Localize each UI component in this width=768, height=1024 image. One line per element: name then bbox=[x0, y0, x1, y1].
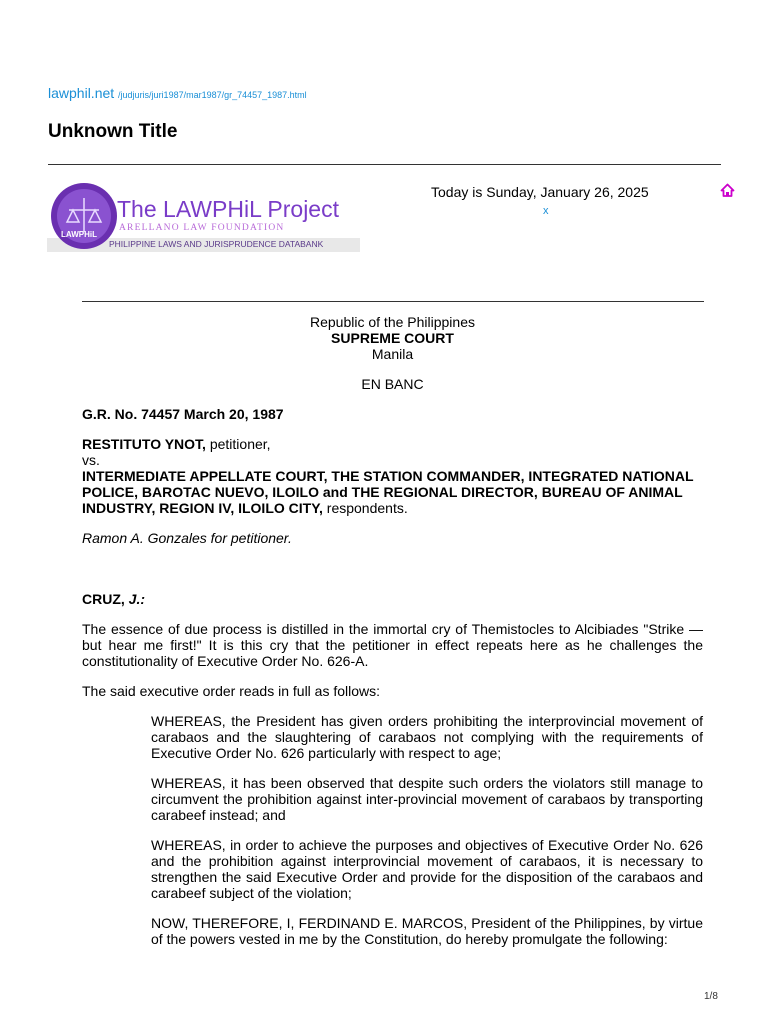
logo-tagline-text: PHILIPPINE LAWS AND JURISPRUDENCE DATABANK bbox=[109, 239, 324, 249]
court-city: Manila bbox=[371, 346, 414, 362]
petitioner-line bbox=[82, 436, 703, 452]
case-number: G.R. No. 74457 March 20, 1987 bbox=[82, 406, 284, 422]
lawphil-logo[interactable] bbox=[47, 180, 360, 253]
paragraph-2: The said executive order reads in full as follows: bbox=[82, 683, 381, 699]
quote-paragraph-4: NOW, THEREFORE, I, FERDINAND E. MARCOS, President of the Philippines, by virtue of the powers vested in me by the Constitution, do hereby promulgate the following: bbox=[151, 915, 703, 947]
logo-graphic bbox=[47, 180, 360, 253]
respondents-names: INTERMEDIATE APPELLATE COURT, THE STATION COMMANDER, INTEGRATED NATIONAL POLICE, BAROTAC NUEVO, ILOILO and THE REGIONAL DIRECTOR, BUREAU OF ANIMAL INDUSTRY, REGION IV, ILOILO CITY, bbox=[82, 468, 694, 516]
logo-badge-text: LAWPHiL bbox=[61, 230, 97, 239]
ponente-name: CRUZ, bbox=[82, 591, 125, 607]
respondents-line bbox=[82, 468, 703, 516]
republic-line: Republic of the Philippines bbox=[310, 314, 475, 330]
site-path: /judjuris/juri1987/mar1987/gr_74457_1987.html bbox=[118, 90, 307, 100]
ponente-title: J.: bbox=[124, 591, 146, 607]
court-division: EN BANC bbox=[361, 376, 424, 392]
site-name: lawphil.net bbox=[48, 85, 115, 101]
logo-main-text: The LAWPHiL Project bbox=[117, 196, 339, 222]
page-title: Unknown Title bbox=[48, 121, 178, 142]
site-link[interactable] bbox=[48, 85, 307, 101]
current-date: Today is Sunday, January 26, 2025 bbox=[431, 184, 649, 200]
decision-document bbox=[82, 314, 703, 947]
close-button[interactable]: x bbox=[543, 205, 549, 217]
ponente-line bbox=[82, 591, 703, 607]
versus: vs. bbox=[82, 452, 100, 468]
quote-paragraph-3: WHEREAS, in order to achieve the purposes and objectives of Executive Order No. 626 and the prohibition against interprovincial movement of carabaos, it is necessary to strengthen the said Executive Order and provide for the disposition of the carabaos and carabeef subject of the violation; bbox=[151, 837, 703, 901]
petitioner-name: RESTITUTO YNOT, bbox=[82, 436, 206, 452]
quote-paragraph-1: WHEREAS, the President has given orders prohibiting the interprovincial movement of carabaos and the slaughtering of carabaos not complying with the requirements of Executive Order No. 626 particularly with respect to age; bbox=[151, 713, 703, 761]
page-number: 1/8 bbox=[704, 991, 718, 1002]
counsel-line: Ramon A. Gonzales for petitioner. bbox=[82, 530, 292, 546]
content-divider bbox=[82, 301, 704, 302]
logo-sub-text: ARELLANO LAW FOUNDATION bbox=[119, 223, 285, 233]
header-divider bbox=[48, 164, 721, 165]
paragraph-1: The essence of due process is distilled in the immortal cry of Themistocles to Alcibiades "Strike — but hear me first!" It is this cry that the petitioner in effect repeats here as he challenges the constitutionality of Executive Order No. 626-A. bbox=[82, 621, 703, 669]
home-icon[interactable] bbox=[720, 183, 735, 198]
quote-paragraph-2: WHEREAS, it has been observed that despite such orders the violators still manage to circumvent the prohibition against inter-provincial movement of carabaos by transporting carabeef instead; and bbox=[151, 775, 703, 823]
respondents-role: respondents. bbox=[322, 500, 408, 516]
petitioner-role: petitioner, bbox=[205, 436, 271, 452]
court-name: SUPREME COURT bbox=[331, 330, 454, 346]
